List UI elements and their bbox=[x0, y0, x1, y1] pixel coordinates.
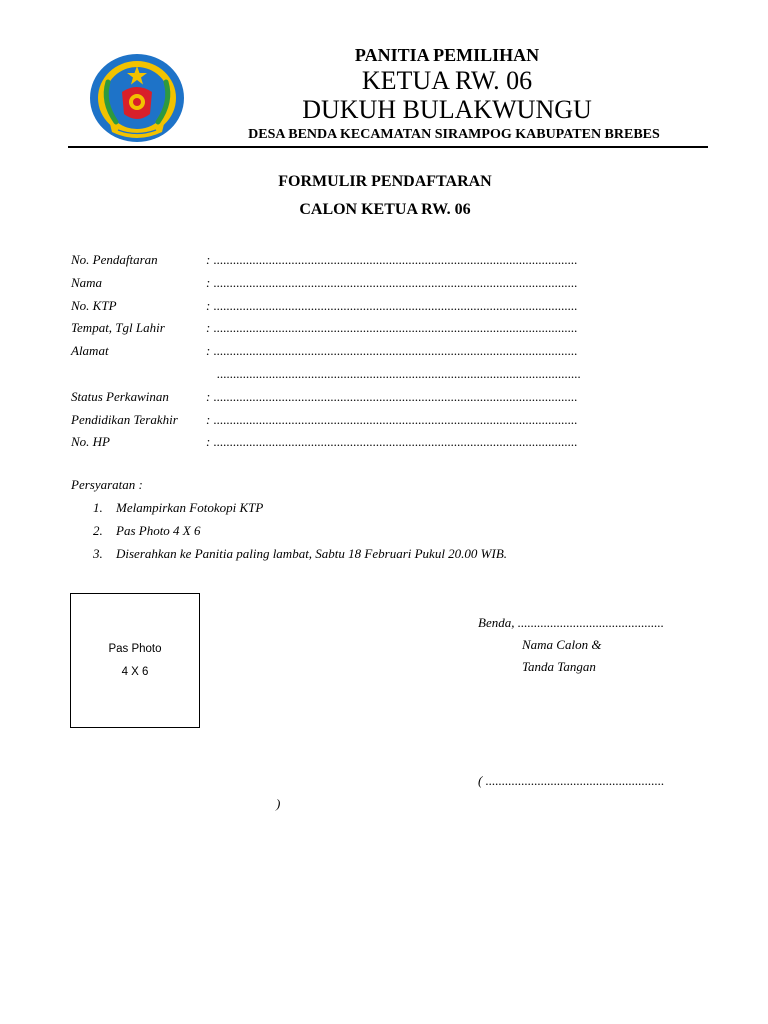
field-phone bbox=[71, 432, 671, 455]
list-item-text: Melampirkan Fotokopi KTP bbox=[116, 500, 264, 515]
list-item-number: 3. bbox=[93, 546, 103, 561]
header-committee-title: PANITIA PEMILIHAN bbox=[354, 45, 540, 65]
field-label: No. HP bbox=[71, 434, 110, 450]
field-blank[interactable]: ................................................................................................................ bbox=[217, 365, 581, 381]
field-registration-number bbox=[71, 250, 671, 273]
header-address: DESA BENDA KECAMATAN SIRAMPOG KABUPATEN BREBES bbox=[248, 127, 660, 142]
field-address-continued bbox=[71, 364, 671, 387]
signature-place-date: Benda, ............................................. bbox=[478, 615, 664, 630]
signature-candidate-label: Nama Calon & bbox=[522, 637, 602, 652]
field-blank[interactable]: : ................................................................................................................ bbox=[206, 297, 578, 313]
field-blank[interactable]: : ................................................................................................................ bbox=[206, 274, 578, 290]
field-blank[interactable]: : ................................................................................................................ bbox=[206, 320, 578, 336]
field-label: Nama bbox=[71, 274, 103, 290]
photo-box-label: Pas Photo bbox=[108, 643, 162, 655]
field-blank[interactable]: : ................................................................................................................ bbox=[206, 343, 578, 359]
header-hamlet-name: DUKUH BULAKWUNGU bbox=[302, 95, 592, 124]
signature-label: Tanda Tangan bbox=[522, 659, 596, 674]
registration-fields bbox=[71, 250, 671, 455]
list-item-number: 2. bbox=[93, 523, 103, 538]
field-label: Tempat, Tgl Lahir bbox=[71, 320, 165, 336]
signature-name-line: ( ....................................................... bbox=[478, 773, 665, 788]
field-label: No. KTP bbox=[71, 297, 117, 313]
list-item-text: Diserahkan ke Panitia paling lambat, Sabtu 18 Februari Pukul 20.00 WIB. bbox=[116, 546, 508, 561]
field-ktp-number bbox=[71, 296, 671, 319]
header-divider bbox=[68, 146, 708, 148]
field-name bbox=[71, 273, 671, 296]
header-position-title: KETUA RW. 06 bbox=[361, 66, 533, 95]
field-blank[interactable]: : ................................................................................................................ bbox=[206, 388, 578, 404]
field-label: Alamat bbox=[71, 343, 109, 359]
photo-box-size: 4 X 6 bbox=[121, 666, 149, 678]
village-logo bbox=[88, 52, 186, 144]
field-label: Status Perkawinan bbox=[71, 388, 169, 404]
field-marital-status bbox=[71, 387, 671, 410]
list-item-number: 1. bbox=[93, 500, 103, 515]
photo-box bbox=[70, 593, 200, 728]
requirements-title: Persyaratan : bbox=[71, 477, 143, 492]
field-label: No. Pendaftaran bbox=[71, 252, 158, 267]
list-item-text: Pas Photo 4 X 6 bbox=[116, 523, 201, 538]
field-birth-place-date bbox=[71, 318, 671, 341]
field-label: Pendidikan Terakhir bbox=[71, 411, 178, 427]
field-blank[interactable]: : ................................................................................................................ bbox=[206, 434, 578, 450]
field-last-education bbox=[71, 410, 671, 433]
signature-bracket-close: ) bbox=[276, 796, 281, 811]
field-blank[interactable]: : ................................................................................................................ bbox=[206, 252, 578, 267]
field-address bbox=[71, 341, 671, 364]
field-blank[interactable]: : ................................................................................................................ bbox=[206, 411, 578, 427]
form-subtitle: CALON KETUA RW. 06 bbox=[299, 201, 471, 218]
form-title: FORMULIR PENDAFTARAN bbox=[278, 173, 492, 190]
